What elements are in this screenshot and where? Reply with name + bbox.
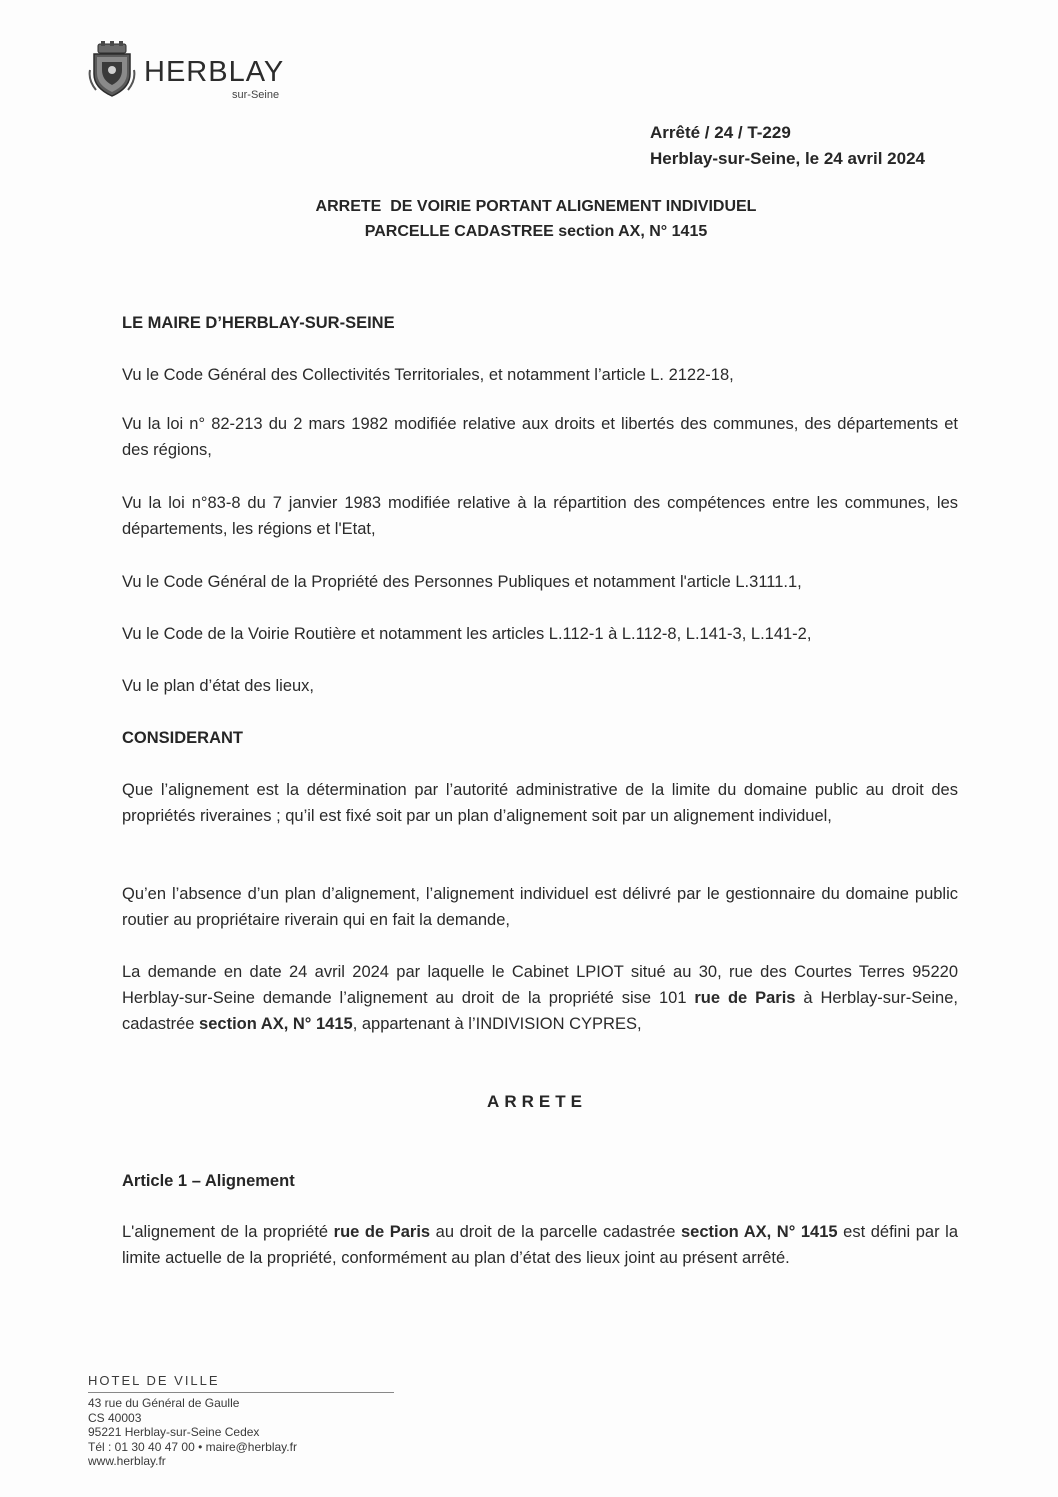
considerant-2: Qu’en l’absence d’un plan d’alignement, l’alignement individuel est délivré par le gestionnaire du domaine public routier au propriétaire riverain qui en fait la demande, xyxy=(122,885,958,929)
footer-address-line-2: CS 40003 xyxy=(88,1410,142,1425)
title-line-2: PARCELLE CADASTREE section AX, N° 1415 xyxy=(364,223,708,240)
document-title xyxy=(0,194,1058,244)
considerant-3 xyxy=(122,959,958,1037)
considerant-1: Que l’alignement est la détermination par l’autorité administrative de la limite du domaine public au droit des propriétés riveraines ; qu’il est fixé soit par un plan d’alignement soit par un alignement individuel, xyxy=(122,781,958,825)
visa-4: Vu le Code Général de la Propriété des Personnes Publiques et notamment l'article L.3111.1, xyxy=(122,573,802,591)
article-1-text-c: au droit de la parcelle cadastrée xyxy=(430,1223,681,1241)
considerant-3-text-a: La demande en date 24 avril 2024 par laquelle le Cabinet LPIOT situé au 30, rue des Courtes Terres 95220 Herblay-sur-Seine demande l’alignement au droit de la propriété sise 101 xyxy=(122,963,958,1007)
decree-number: Arrêté / 24 / T-229 xyxy=(650,123,791,142)
article-1-text-e: est défini par la limite actuelle de la propriété, conformément au plan d’état des lieux joint au présent arrêté. xyxy=(122,1223,959,1267)
article-1-parcel: section AX, N° 1415 xyxy=(680,1223,838,1241)
footer-divider xyxy=(88,1392,394,1393)
visa-3: Vu la loi n°83-8 du 7 janvier 1983 modifiée relative à la répartition des compétences entre les communes, les départements, les régions et l'Etat, xyxy=(122,494,958,538)
visa-1: Vu le Code Général des Collectivités Territoriales, et notamment l’article L. 2122-18, xyxy=(122,366,734,384)
footer-address xyxy=(88,1372,398,1469)
herblay-logo xyxy=(88,40,318,110)
title-line-1: ARRETE DE VOIRIE PORTANT ALIGNEMENT INDIVIDUEL xyxy=(315,198,757,215)
authority-heading: LE MAIRE D’HERBLAY-SUR-SEINE xyxy=(122,314,395,332)
reference-block xyxy=(650,120,925,172)
article-1-body xyxy=(122,1219,958,1271)
footer-title: HOTEL DE VILLE xyxy=(88,1373,220,1388)
logo-subtitle: sur-Seine xyxy=(232,89,280,101)
crest-icon xyxy=(88,40,136,100)
footer-website: www.herblay.fr xyxy=(88,1454,166,1468)
visa-5: Vu le Code de la Voirie Routière et notamment les articles L.112-1 à L.112-8, L.141-3, L.141-2, xyxy=(122,625,812,643)
article-1-street: rue de Paris xyxy=(333,1223,431,1241)
considerant-3-text-e: , appartenant à l’INDIVISION CYPRES, xyxy=(352,1015,642,1033)
considerant-3-text-c: à Herblay-sur-Seine, cadastrée xyxy=(122,989,958,1033)
arrete-heading: ARRETE xyxy=(487,1092,587,1111)
footer-contact: Tél : 01 30 40 47 00 • maire@herblay.fr xyxy=(88,1439,297,1454)
article-1-text-a: L'alignement de la propriété xyxy=(122,1223,334,1241)
article-1-heading: Article 1 – Alignement xyxy=(122,1172,295,1190)
place-and-date: Herblay-sur-Seine, le 24 avril 2024 xyxy=(650,149,925,168)
visa-2: Vu la loi n° 82-213 du 2 mars 1982 modifiée relative aux droits et libertés des communes, des départements et des régions, xyxy=(122,415,958,459)
considerant-3-parcel: section AX, N° 1415 xyxy=(199,1015,353,1033)
visa-6: Vu le plan d’état des lieux, xyxy=(122,677,315,695)
considerant-heading: CONSIDERANT xyxy=(122,729,244,747)
considerant-3-street: rue de Paris xyxy=(694,989,796,1007)
logo-wordmark: HERBLAY xyxy=(144,56,285,88)
footer-address-line-3: 95221 Herblay-sur-Seine Cedex xyxy=(88,1425,260,1439)
footer-address-line-1: 43 rue du Général de Gaulle xyxy=(88,1396,240,1410)
